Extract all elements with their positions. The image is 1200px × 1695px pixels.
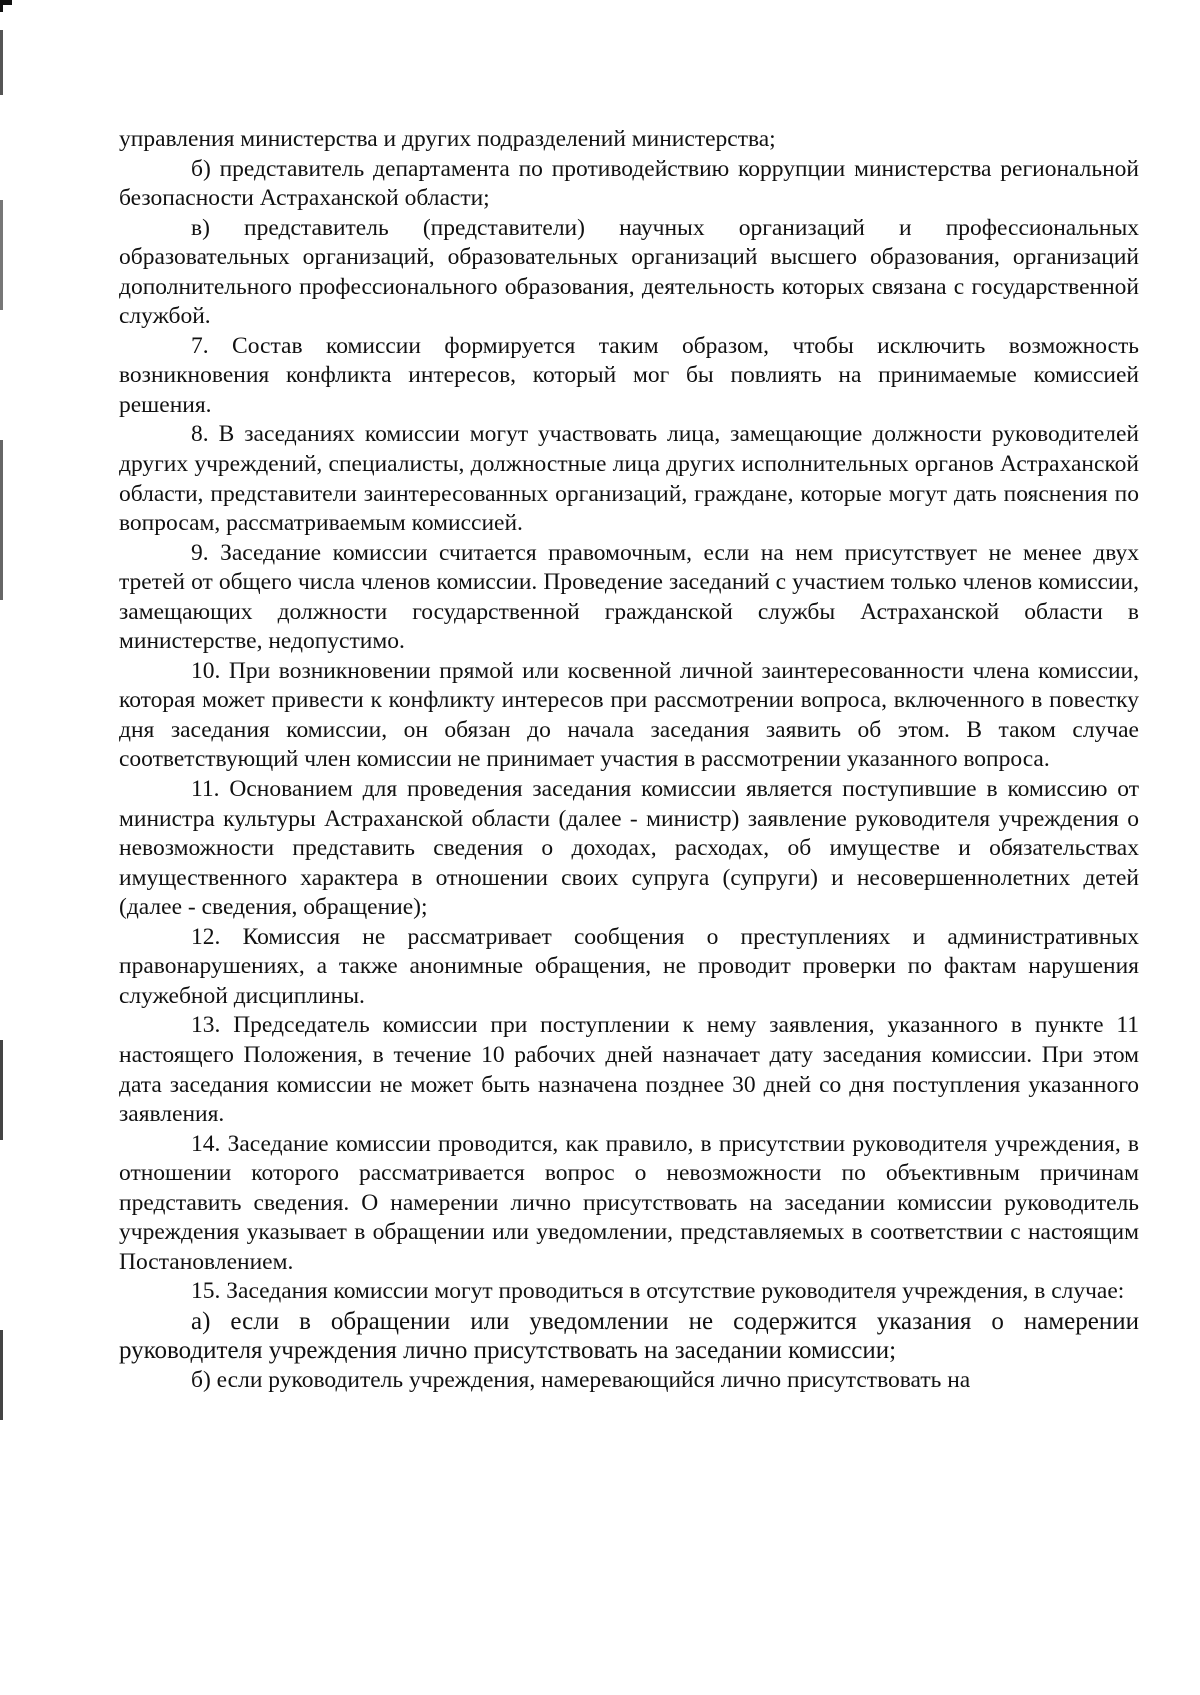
paragraph-13: 13. Председатель комиссии при поступлении к нему заявления, указанного в пункте 11 настоящего Положения, в течение 10 рабочих дней назначает дату заседания комиссии. При этом дата заседания комиссии не может быть назначена позднее 30 дней со дня поступления указанного заявления. [119,1012,1139,1128]
paragraph-11: 11. Основанием для проведения заседания комиссии является поступившие в комиссию от министра культуры Астраханской области (далее - министр) заявление руководителя учреждения о невозможности представить сведения о доходах, расходах, об имуществе и обязательствах имущественного характера в отношении своих супруга (супруги) и несовершеннолетних детей (далее - сведения, обращение); [119,776,1139,921]
paragraph-7: 7. Состав комиссии формируется таким образом, чтобы исключить возможность возникновения конфликта интересов, который мог бы повлиять на принимаемые комиссией решения. [119,332,1139,418]
paragraph-15: 15. Заседания комиссии могут проводиться в отсутствие руководителя учреждения, в случае: [191,1278,1125,1305]
paragraph-item-b-anticorruption: б) представитель департамента по противодействию коррупции министерства региональной безопасности Астраханской области; [119,155,1139,212]
paragraph-15-item-a: а) если в обращении или уведомлении не содержится указания о намерении руководителя учреждения лично присутствовать на заседании комиссии; [119,1307,1139,1365]
paragraph-8: 8. В заседаниях комиссии могут участвовать лица, замещающие должности руководителей других учреждений, специалисты, должностные лица других исполнительных органов Астраханской области, представители заинтересованных организаций, граждане, которые могут дать пояснения по вопросам, рассматриваемым комиссией. [119,421,1139,537]
paragraph-9: 9. Заседание комиссии считается правомочным, если на нем присутствует не менее двух третей от общего числа членов комиссии. Проведение заседаний с участием только членов комиссии, замещающих должности государственной гражданской службы Астраханской области в министерстве, недопустимо. [119,539,1139,655]
document-body [119,125,1139,1396]
paragraph-15-item-b: б) если руководитель учреждения, намеревающийся лично присутствовать на [191,1366,971,1393]
paragraph-14: 14. Заседание комиссии проводится, как правило, в присутствии руководителя учреждения, в отношении которого рассматривается вопрос о невозможности по объективным причинам представить сведения. О намерении лично присутствовать на заседании комиссии руководитель учреждения указывает в обращении или уведомлении, представляемых в соответствии с настоящим Постановлением. [119,1130,1139,1275]
scan-corner-mark [0,0,12,5]
paragraph-10: 10. При возникновении прямой или косвенной личной заинтересованности члена комиссии, которая может привести к конфликту интересов при рассмотрении вопроса, включенного в повестку дня заседания комиссии, он обязан до начала заседания заявить об этом. В таком случае соответствующий член комиссии не принимает участия в рассмотрении указанного вопроса. [119,657,1139,773]
scan-edge [0,0,3,1695]
paragraph-12: 12. Комиссия не рассматривает сообщения о преступлениях и административных правонарушениях, а также анонимные обращения, не проводит проверки по фактам нарушения служебной дисциплины. [119,923,1139,1009]
paragraph-continuation: управления министерства и других подразделений министерства; [119,126,776,152]
paragraph-item-v-representatives: в) представитель (представители) научных организаций и профессиональных образовательных организаций, образовательных организаций высшего образования, организаций дополнительного профессионального образования, деятельность которых связана с государственной службой. [119,214,1139,330]
